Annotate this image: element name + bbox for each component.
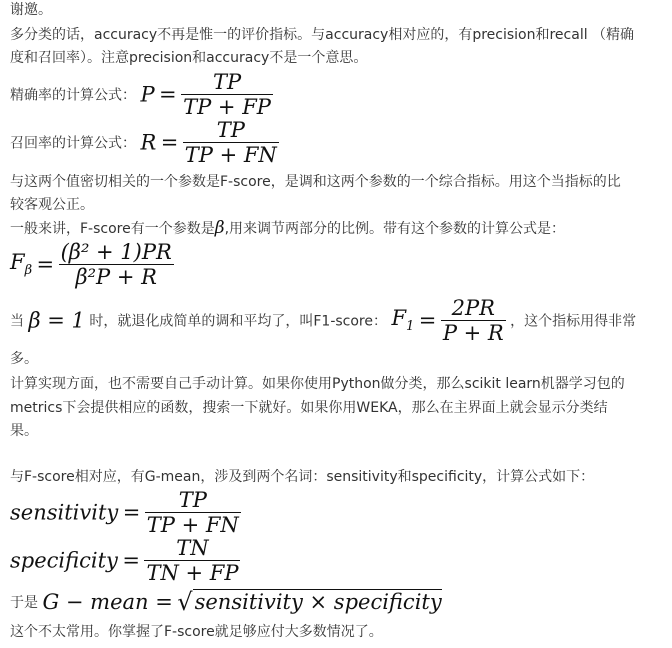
f1-description-text: 时，就退化成简单的调和平均了，叫F1-score： — [89, 313, 387, 330]
equals-sign: = — [122, 548, 140, 573]
precision-formula — [10, 70, 273, 119]
equals-sign: = — [160, 130, 179, 155]
fbeta-fraction — [59, 240, 174, 289]
paragraph-f1 — [10, 296, 636, 345]
paragraph-beta — [10, 218, 565, 239]
recall-fraction — [183, 118, 279, 167]
fbeta-formula — [10, 240, 174, 289]
f1-fraction — [441, 296, 506, 345]
specificity-numerator: TN — [176, 536, 209, 560]
f1-numerator: 2PR — [451, 296, 495, 320]
f1-subscript: 1 — [406, 319, 415, 335]
recall-numerator: TP — [216, 118, 245, 142]
recall-formula — [10, 118, 279, 167]
sensitivity-lhs: sensitivity — [10, 500, 119, 525]
fbeta-subscript: β — [24, 263, 33, 279]
square-root-icon: √ — [177, 588, 193, 616]
equals-sign: = — [418, 308, 437, 333]
sensitivity-fraction — [145, 488, 241, 537]
gmean-radicand: sensitivity × specificity — [194, 590, 442, 614]
paragraph-implementation-line1: 计算实现方面，也不需要自己手动计算。如果你使用Python做分类，那么scikit learn机器学习包的 — [10, 376, 625, 392]
sensitivity-formula — [10, 488, 241, 537]
gmean-formula — [10, 588, 442, 616]
fbeta-numerator: (β² + 1)PR — [60, 240, 172, 264]
precision-fraction — [181, 70, 273, 119]
specificity-fraction — [144, 536, 240, 585]
fbeta-lhs — [10, 250, 33, 279]
beta-intro-text: 一般来讲，F-score有一个参数是 — [10, 221, 215, 237]
f1-intro-text: 当 — [10, 313, 24, 330]
fbeta-denominator: β²P + R — [59, 264, 174, 289]
f1-f: F — [391, 306, 407, 331]
paragraph-gmean-intro: 与F-score相对应，有G-mean，涉及到两个名词：sensitivity和specificity，计算公式如下： — [10, 469, 595, 485]
paragraph-fscore-line1: 与这两个值密切相关的一个参数是F-score，是调和这两个参数的一个综合指标。用这个当指标的比 — [10, 174, 621, 190]
equals-sign: = — [122, 500, 141, 525]
paragraph-intro-line1: 多分类的话，accuracy不再是惟一的评价指标。与accuracy相对应的，有precision和recall （精确 — [10, 27, 635, 43]
f1-lhs — [391, 306, 415, 335]
f1-denominator: P + R — [442, 321, 504, 345]
specificity-lhs: specificity — [10, 548, 118, 573]
paragraph-f1-line2: 多。 — [10, 351, 38, 367]
recall-lhs: R — [140, 130, 157, 155]
equals-sign: = — [159, 82, 177, 107]
sensitivity-denominator: TP + FN — [146, 513, 239, 537]
gmean-lhs: G − mean = — [42, 590, 173, 614]
recall-label: 召回率的计算公式： — [10, 135, 136, 152]
specificity-formula — [10, 536, 240, 585]
precision-lhs: P — [140, 82, 155, 107]
paragraph-implementation-line2: metrics下会提供相应的函数，搜索一下就好。如果你用WEKA，那么在主界面上就会显示分类结 — [10, 400, 608, 416]
specificity-denominator: TN + FP — [146, 561, 239, 585]
beta-description-text: ,用来调节两部分的比例。带有这个参数的计算公式是： — [224, 221, 566, 237]
precision-label: 精确率的计算公式： — [10, 87, 136, 104]
recall-denominator: TP + FN — [184, 143, 277, 167]
paragraph-conclusion: 这个不太常用。你掌握了F-score就足够应付大多数情况了。 — [10, 624, 383, 640]
beta-equals-one: β = 1 — [28, 308, 85, 333]
precision-denominator: TP + FP — [183, 95, 271, 119]
gmean-intro-text: 于是 — [10, 595, 38, 611]
paragraph-intro-line2: 度和召回率）。注意precision和accuracy不是一个意思。 — [10, 50, 368, 66]
paragraph-fscore-line2: 较客观公正。 — [10, 197, 94, 213]
equals-sign: = — [36, 252, 55, 277]
paragraph-thanks: 谢邀。 — [10, 2, 52, 18]
precision-numerator: TP — [212, 70, 242, 94]
beta-symbol: β — [214, 218, 225, 238]
sensitivity-numerator: TP — [178, 488, 207, 512]
paragraph-implementation-line3: 果。 — [10, 423, 38, 439]
f1-comment-text: ，这个指标用得非常 — [510, 313, 637, 330]
fbeta-f: F — [10, 250, 25, 275]
